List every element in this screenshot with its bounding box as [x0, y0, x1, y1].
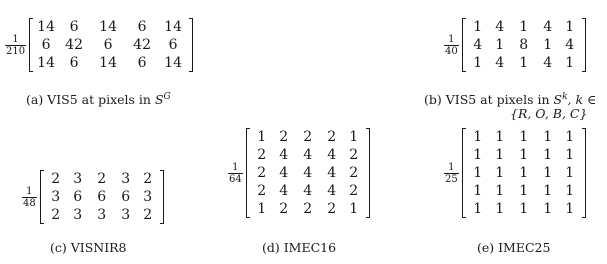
matrix-cell: 3 [73, 171, 83, 187]
matrix-cell: 4 [565, 37, 575, 53]
matrix-cell: 1 [565, 165, 575, 181]
fraction-a-denominator: 210 [6, 45, 26, 57]
matrix-c-table [46, 170, 158, 224]
matrix-cell: 1 [349, 201, 359, 217]
fraction-d-denominator: 64 [229, 173, 242, 185]
matrix-cell: 1 [473, 19, 483, 35]
matrix-cell: 1 [495, 37, 505, 53]
caption-b-sup: k [562, 92, 568, 102]
matrix-cell: 1 [473, 183, 483, 199]
matrix-cell: 2 [257, 165, 267, 181]
matrix-cell: 2 [279, 201, 289, 217]
matrix-cell: 4 [473, 37, 483, 53]
matrix-row [252, 128, 364, 146]
matrix-row [468, 18, 580, 36]
matrix-cell: 1 [543, 183, 553, 199]
matrix-d-group [228, 128, 370, 218]
matrix-cell: 2 [327, 201, 337, 217]
caption-a-sup: G [163, 92, 171, 102]
matrix-b-table [468, 18, 580, 72]
matrix-cell: 2 [51, 171, 61, 187]
fraction-e-denominator: 25 [445, 173, 458, 185]
fraction-d-numerator: 1 [232, 161, 239, 173]
matrix-d [246, 128, 370, 218]
matrix-c-group [22, 170, 164, 224]
matrix-cell: 4 [327, 165, 337, 181]
matrix-cell: 3 [121, 207, 131, 223]
matrix-cell: 1 [565, 55, 575, 71]
matrix-cell: 4 [303, 183, 313, 199]
matrix-cell: 2 [279, 129, 289, 145]
matrix-cell: 1 [257, 129, 267, 145]
matrix-cell: 3 [51, 189, 61, 205]
matrix-row [468, 182, 580, 200]
matrix-cell: 14 [164, 19, 182, 35]
caption-e-text: (e) IMEC25 [477, 240, 551, 255]
caption-d [262, 240, 336, 255]
matrix-row [468, 128, 580, 146]
matrix-cell: 14 [37, 19, 55, 35]
matrix-cell: 1 [543, 165, 553, 181]
matrix-cell: 6 [137, 19, 147, 35]
caption-a-text: (a) VIS5 at pixels in [26, 92, 155, 108]
matrix-cell: 1 [565, 201, 575, 217]
matrix-cell: 42 [65, 37, 83, 53]
fraction-e [444, 162, 459, 185]
fraction-b [444, 34, 459, 57]
matrix-cell: 3 [97, 207, 107, 223]
matrix-cell: 1 [473, 55, 483, 71]
fraction-c [22, 186, 37, 209]
fraction-a-numerator: 1 [12, 33, 19, 45]
matrix-cell: 1 [543, 147, 553, 163]
matrix-c [40, 170, 164, 224]
matrix-cell: 1 [519, 55, 529, 71]
caption-b-suffix: , k ∈ [567, 92, 597, 108]
matrix-cell: 1 [495, 183, 505, 199]
fraction-c-numerator: 1 [26, 185, 33, 197]
fraction-e-numerator: 1 [448, 161, 455, 173]
matrix-cell: 1 [565, 129, 575, 145]
matrix-cell: 2 [327, 129, 337, 145]
matrix-cell: 14 [99, 19, 117, 35]
caption-b-symbol: S [553, 92, 563, 108]
matrix-cell: 1 [519, 201, 529, 217]
caption-a [26, 90, 171, 107]
matrix-cell: 1 [519, 19, 529, 35]
caption-d-text: (d) IMEC16 [262, 240, 337, 255]
matrix-cell: 4 [279, 165, 289, 181]
matrix-cell: 1 [257, 201, 267, 217]
fraction-c-denominator: 48 [23, 197, 36, 209]
matrix-cell: 1 [519, 183, 529, 199]
matrix-cell: 2 [143, 207, 153, 223]
matrix-cell: 6 [41, 37, 51, 53]
matrix-cell: 2 [257, 147, 267, 163]
matrix-cell: 6 [121, 189, 131, 205]
matrix-cell: 4 [327, 147, 337, 163]
matrix-e-table [468, 128, 580, 218]
matrix-row [46, 206, 158, 224]
matrix-row [46, 188, 158, 206]
matrix-cell: 4 [495, 55, 505, 71]
matrix-cell: 1 [565, 147, 575, 163]
matrix-cell: 4 [543, 19, 553, 35]
matrix-cell: 1 [495, 129, 505, 145]
matrix-cell: 1 [349, 129, 359, 145]
matrix-cell: 42 [133, 37, 151, 53]
matrix-e [462, 128, 586, 218]
matrix-a-table [35, 18, 187, 72]
matrix-d-table [252, 128, 364, 218]
matrix-cell: 2 [349, 183, 359, 199]
matrix-cell: 6 [69, 19, 79, 35]
matrix-cell: 2 [349, 147, 359, 163]
matrix-b [462, 18, 586, 72]
matrix-row [35, 18, 187, 36]
matrix-row [252, 200, 364, 218]
matrix-cell: 6 [137, 55, 147, 71]
matrix-cell: 2 [303, 129, 313, 145]
matrix-cell: 8 [519, 37, 529, 53]
matrix-cell: 1 [495, 165, 505, 181]
matrix-cell: 1 [519, 129, 529, 145]
matrix-row [468, 36, 580, 54]
matrix-cell: 4 [303, 147, 313, 163]
matrix-cell: 3 [121, 171, 131, 187]
matrix-cell: 1 [495, 147, 505, 163]
matrix-row [252, 146, 364, 164]
matrix-cell: 4 [303, 165, 313, 181]
fraction-b-denominator: 40 [445, 45, 458, 57]
fraction-b-numerator: 1 [448, 33, 455, 45]
matrix-cell: 1 [473, 201, 483, 217]
fraction-a [5, 34, 26, 57]
matrix-cell: 2 [51, 207, 61, 223]
matrix-cell: 1 [495, 201, 505, 217]
matrix-row [252, 182, 364, 200]
caption-b-line2 [510, 106, 587, 121]
matrix-row [468, 146, 580, 164]
caption-b-text: (b) VIS5 at pixels in [424, 92, 554, 108]
matrix-b-group [444, 18, 586, 72]
matrix-cell: 3 [143, 189, 153, 205]
matrix-cell: 14 [164, 55, 182, 71]
caption-c-text: (c) VISNIR8 [50, 240, 127, 255]
matrix-row [35, 36, 187, 54]
matrix-cell: 6 [73, 189, 83, 205]
matrix-a-group [5, 18, 193, 72]
matrix-cell: 1 [473, 129, 483, 145]
matrix-a [29, 18, 193, 72]
matrix-cell: 4 [327, 183, 337, 199]
matrix-cell: 1 [473, 165, 483, 181]
matrix-cell: 3 [73, 207, 83, 223]
matrix-row [35, 54, 187, 72]
matrix-cell: 2 [349, 165, 359, 181]
matrix-cell: 1 [543, 201, 553, 217]
caption-c [50, 240, 127, 255]
matrix-row [468, 200, 580, 218]
caption-a-symbol: S [154, 92, 164, 108]
matrix-cell: 1 [519, 165, 529, 181]
caption-b-set: {R, O, B, C} [510, 106, 588, 121]
matrix-cell: 6 [69, 55, 79, 71]
matrix-cell: 2 [143, 171, 153, 187]
matrix-cell: 1 [565, 183, 575, 199]
matrix-cell: 4 [543, 55, 553, 71]
matrix-cell: 6 [168, 37, 178, 53]
matrix-cell: 6 [103, 37, 113, 53]
matrix-row [46, 170, 158, 188]
caption-b [424, 90, 596, 107]
matrix-cell: 2 [257, 183, 267, 199]
matrix-cell: 1 [543, 37, 553, 53]
matrix-cell: 1 [543, 129, 553, 145]
matrix-cell: 2 [97, 171, 107, 187]
matrix-e-group [444, 128, 586, 218]
matrix-row [468, 164, 580, 182]
matrix-row [468, 54, 580, 72]
matrix-cell: 14 [37, 55, 55, 71]
matrix-cell: 1 [519, 147, 529, 163]
matrix-cell: 4 [495, 19, 505, 35]
matrix-cell: 1 [473, 147, 483, 163]
matrix-cell: 14 [99, 55, 117, 71]
matrix-cell: 6 [97, 189, 107, 205]
matrix-cell: 4 [279, 183, 289, 199]
fraction-d [228, 162, 243, 185]
matrix-cell: 4 [279, 147, 289, 163]
matrix-cell: 1 [565, 19, 575, 35]
matrix-cell: 2 [303, 201, 313, 217]
matrix-row [252, 164, 364, 182]
caption-e [477, 240, 550, 255]
